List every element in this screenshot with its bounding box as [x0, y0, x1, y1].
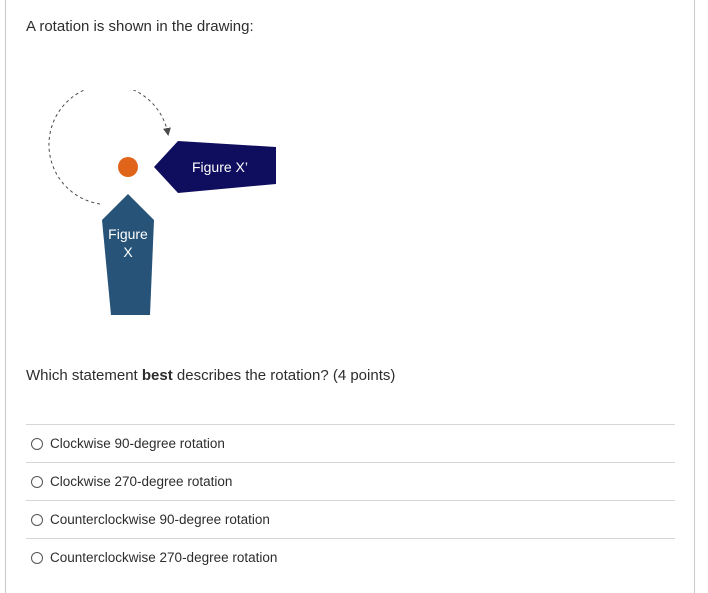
answer-option-2[interactable]	[26, 462, 675, 500]
question-suffix: describes the rotation? (4 points)	[172, 367, 396, 384]
question-text	[26, 367, 395, 384]
figure-x-prime-label: Figure X’	[191, 159, 249, 175]
rotation-arc-arrow	[49, 90, 168, 204]
answer-option-label: Counterclockwise 270-degree rotation	[50, 550, 278, 565]
question-prefix: Which statement	[26, 367, 142, 384]
radio-button-icon[interactable]	[31, 476, 43, 488]
answer-option-label: Clockwise 270-degree rotation	[50, 474, 233, 489]
radio-button-icon[interactable]	[31, 514, 43, 526]
figure-x-label-line2: X	[123, 244, 133, 260]
radio-button-icon[interactable]	[31, 438, 43, 450]
figure-x-label-line1: Figure	[108, 226, 148, 242]
radio-button-icon[interactable]	[31, 552, 43, 564]
answer-option-3[interactable]	[26, 500, 675, 538]
prompt-text: A rotation is shown in the drawing:	[26, 18, 254, 35]
rotation-diagram	[40, 90, 300, 330]
answer-options	[26, 424, 675, 576]
answer-option-4[interactable]	[26, 538, 675, 576]
answer-option-label: Counterclockwise 90-degree rotation	[50, 512, 270, 527]
center-of-rotation	[118, 157, 138, 177]
question-emphasis: best	[141, 367, 173, 384]
answer-option-1[interactable]	[26, 424, 675, 462]
answer-option-label: Clockwise 90-degree rotation	[50, 436, 225, 451]
